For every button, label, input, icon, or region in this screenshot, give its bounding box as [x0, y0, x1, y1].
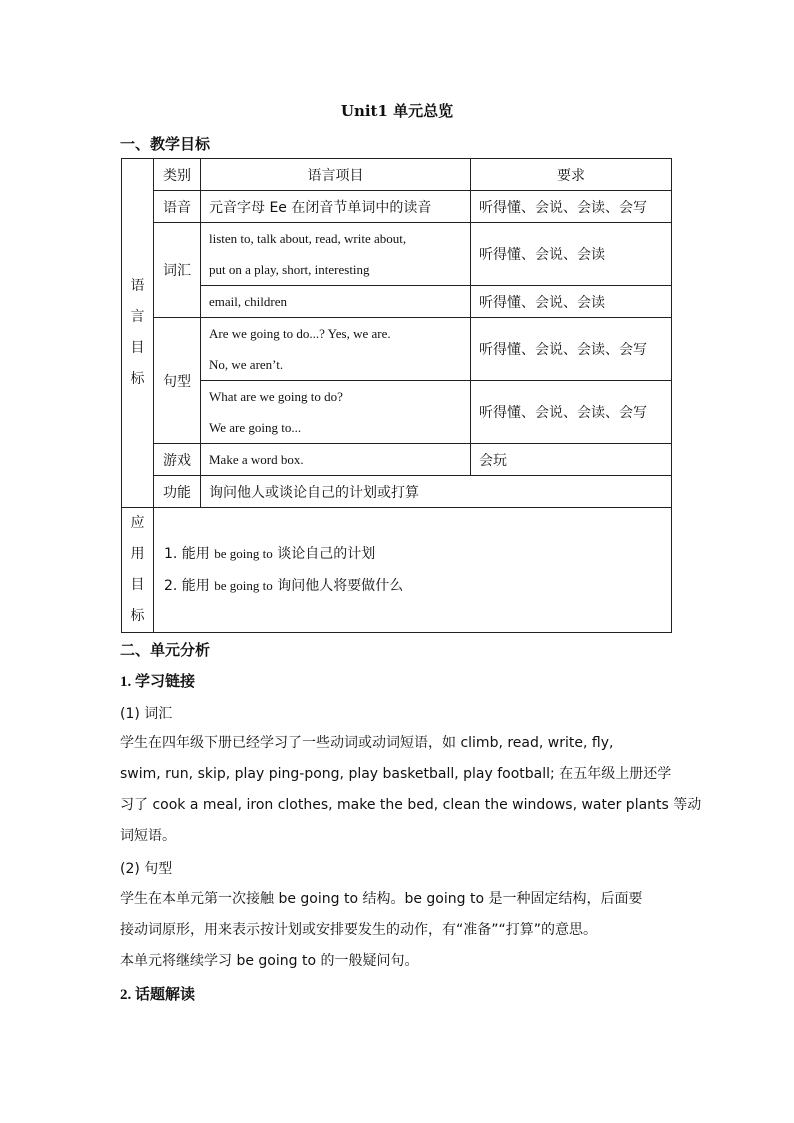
subheading-vocabulary: (1) 词汇 — [120, 706, 173, 722]
header-category: 类别 — [154, 159, 201, 191]
subheading-sentence-patterns: (2) 句型 — [120, 861, 173, 877]
table-row-vocab-2 — [122, 286, 672, 318]
subheading-number: 2. — [120, 987, 132, 1003]
group-char: 应 — [130, 515, 145, 531]
table-row-vocab-1 — [122, 223, 672, 286]
header-requirement: 要求 — [471, 159, 672, 191]
item-line: What are we going to do? — [209, 389, 343, 404]
item-line: listen to, talk about, read, write about, — [209, 231, 407, 246]
subheading-title: 学习链接 — [135, 672, 196, 690]
requirement-game: 会玩 — [471, 444, 672, 476]
section-heading-teaching-goals: 一、教学目标 — [120, 135, 211, 153]
subheading-topic-interpretation — [120, 983, 195, 1004]
item-sentences-2 — [201, 381, 471, 444]
group-label-language-goals — [122, 159, 154, 508]
table-row-application — [122, 508, 672, 633]
item-line: We are going to... — [209, 420, 302, 435]
subheading-learning-links — [120, 670, 195, 691]
application-goals — [154, 508, 672, 633]
app-text: 询问他人将要做什么 — [272, 578, 404, 594]
paragraph-line: 接动词原形，用来表示按计划或安排要发生的动作，有“准备”“打算”的意思。 — [120, 922, 598, 938]
group-char: 标 — [130, 608, 145, 624]
group-char: 言 — [130, 309, 145, 325]
table-header-row — [122, 159, 672, 191]
paragraph-line: 学生在本单元第一次接触 be going to 结构。be going to 是一种固定结构，后面要 — [120, 891, 643, 907]
requirement-phonics: 听得懂、会说、会读、会写 — [471, 191, 672, 223]
app-text-en: be going to — [214, 546, 273, 561]
paragraph-line: 习了 cook a meal, iron clothes, make the bed, clean the windows, water plants 等动 — [120, 797, 702, 813]
group-char: 标 — [130, 371, 145, 387]
item-line: put on a play, short, interesting — [209, 262, 370, 277]
category-game: 游戏 — [154, 444, 201, 476]
requirement-sentences-2: 听得懂、会说、会读、会写 — [471, 381, 672, 444]
page-title: Unit1 单元总览 — [340, 102, 454, 120]
paragraph-line: swim, run, skip, play ping-pong, play basketball, play football; 在五年级上册还学 — [120, 766, 672, 782]
app-text-en: be going to — [214, 578, 273, 593]
app-text: 1. 能用 — [164, 546, 215, 562]
teaching-goals-table — [121, 158, 672, 633]
item-sentences-1 — [201, 318, 471, 381]
app-text: 2. 能用 — [164, 578, 215, 594]
sentence-paragraph — [120, 884, 680, 977]
category-vocab: 词汇 — [154, 223, 201, 318]
category-phonics: 语音 — [154, 191, 201, 223]
table-row-sentences-1 — [122, 318, 672, 381]
paragraph-line: 词短语。 — [120, 828, 176, 844]
item-game: Make a word box. — [201, 444, 471, 476]
group-label-application-goals — [122, 508, 154, 633]
table-row-phonics — [122, 191, 672, 223]
subheading-number: 1. — [120, 674, 132, 690]
requirement-sentences-1: 听得懂、会说、会读、会写 — [471, 318, 672, 381]
group-char: 目 — [130, 340, 145, 356]
group-char: 用 — [130, 546, 145, 562]
section-heading-unit-analysis: 二、单元分析 — [120, 641, 211, 659]
vocabulary-paragraph — [120, 728, 702, 852]
paragraph-line: 学生在四年级下册已经学习了一些动词或动词短语，如 climb, read, write, fly, — [120, 735, 614, 751]
category-function: 功能 — [154, 476, 201, 508]
item-line: No, we aren’t. — [209, 357, 284, 372]
table-row-function — [122, 476, 672, 508]
group-char: 目 — [130, 577, 145, 593]
requirement-vocab-1: 听得懂、会说、会读 — [471, 223, 672, 286]
item-vocab-1 — [201, 223, 471, 286]
item-vocab-2: email, children — [201, 286, 471, 318]
item-function: 询问他人或谈论自己的计划或打算 — [201, 476, 672, 508]
application-item-1 — [164, 538, 663, 570]
table-row-sentences-2 — [122, 381, 672, 444]
item-line: Are we going to do...? Yes, we are. — [209, 326, 391, 341]
application-item-2 — [164, 570, 663, 602]
header-language-item: 语言项目 — [201, 159, 471, 191]
app-text: 谈论自己的计划 — [272, 546, 376, 562]
requirement-vocab-2: 听得懂、会说、会读 — [471, 286, 672, 318]
category-sentences: 句型 — [154, 318, 201, 444]
paragraph-line: 本单元将继续学习 be going to 的一般疑问句。 — [120, 953, 419, 969]
item-phonics: 元音字母 Ee 在闭音节单词中的读音 — [201, 191, 471, 223]
group-char: 语 — [130, 278, 145, 294]
table-row-game — [122, 444, 672, 476]
subheading-title: 话题解读 — [135, 985, 196, 1003]
